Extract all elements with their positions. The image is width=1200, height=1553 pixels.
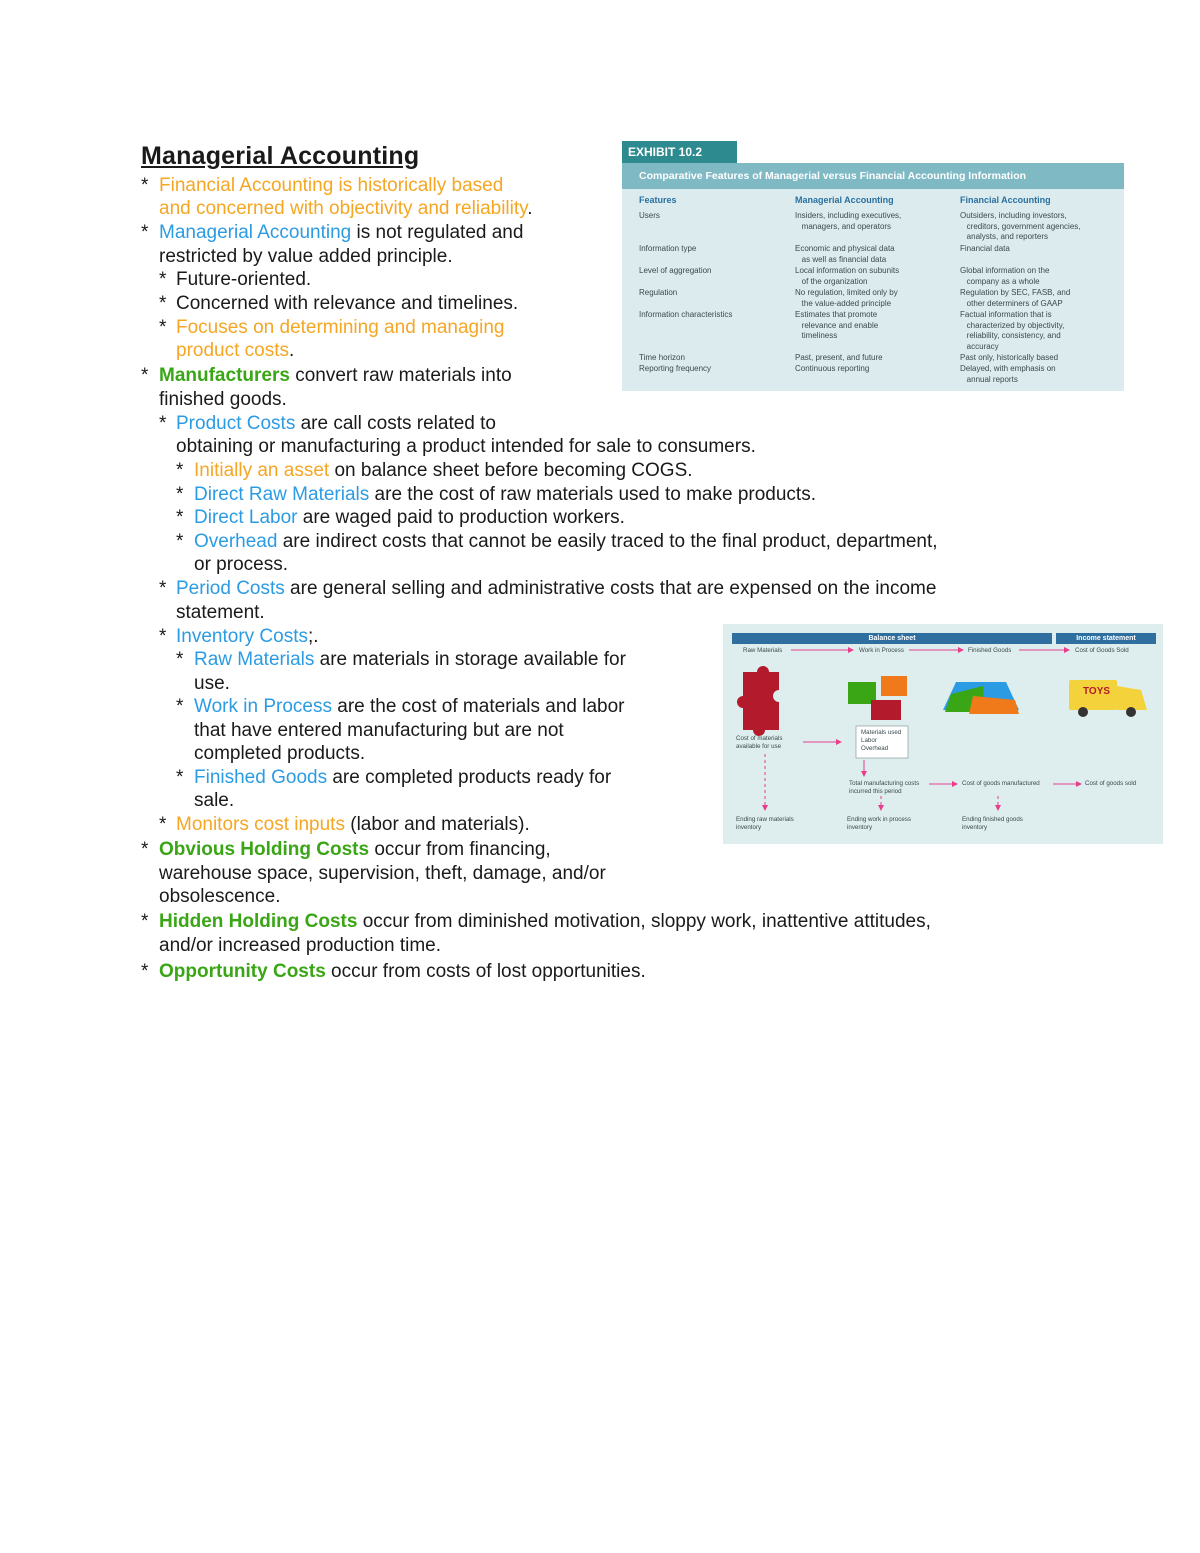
note-product-costs-cont: obtaining or manufacturing a product intended for sale to consumers. [176,436,756,457]
inventory-flow-diagram [723,624,1163,844]
exhibit-cell: Local information on subunits of the organization [795,266,900,286]
note-obvious-holding-cont: warehouse space, supervision, theft, damage, and/or [159,863,606,884]
bullet-star: * [159,317,167,338]
bullet-star: * [141,365,149,386]
exhibit-cell: Insiders, including executives, managers, and operators [795,211,902,231]
note-obvious-holding-cont2: obsolescence. [159,886,281,907]
note-work-in-process-cont2: completed products. [194,743,366,764]
bullet-star: * [159,413,167,434]
exhibit-cell: Users [639,211,660,220]
note-period-costs-cont: statement. [176,602,265,623]
bullet-star: * [176,507,184,528]
note-period-costs: Period Costs are general selling and administrative costs that are expensed on the income [176,578,937,599]
note-inventory-costs: Inventory Costs;. [176,626,319,647]
note-raw-materials-cont: use. [194,673,230,694]
note-opportunity-costs: Opportunity Costs occur from costs of lost opportunities. [159,961,646,982]
exhibit-tag: EXHIBIT 10.2 [622,141,737,163]
bullet-star: * [159,269,167,290]
bullet-star: * [176,531,184,552]
label-inputs: Materials used Labor Overhead [861,729,902,752]
label-end-raw: Ending raw materials inventory [736,816,794,831]
exhibit-cell: Level of aggregation [639,266,712,275]
puzzle-icon [737,666,779,736]
label-total-mfg: Total manufacturing costs incurred this period [849,780,920,795]
bullet-star: * [141,961,149,982]
exhibit-cell: Factual information that is characterized by objectivity, reliability, consistency, and accuracy [960,310,1065,352]
note-finished-goods-cont: sale. [194,790,235,811]
note-initially-asset: Initially an asset on balance sheet before becoming COGS. [194,460,693,481]
bullet-star: * [141,839,149,860]
label-raw-materials: Raw Materials [743,647,783,654]
label-cost-available: Cost of materials available for use [736,735,783,750]
note-overhead: Overhead are indirect costs that cannot be easily traced to the final product, department, [194,531,938,552]
exhibit-cell: Reporting frequency [639,364,712,373]
exhibit-cell: Continuous reporting [795,364,870,373]
bullet-star: * [159,626,167,647]
note-managerial-accounting-cont: restricted by value added principle. [159,246,453,267]
exhibit-cell: Past only, historically based [960,353,1059,362]
label-end-fg: Ending finished goods inventory [962,816,1023,831]
bullet-star: * [159,814,167,835]
note-relevance: Concerned with relevance and timelines. [176,293,519,314]
bullet-star: * [159,578,167,599]
page-title: Managerial Accounting [141,142,420,170]
balance-sheet-bar: Balance sheet [732,633,1052,644]
exhibit-body [622,189,1124,391]
note-product-costs-focus-cont: product costs. [176,340,295,361]
exhibit-cell: Time horizon [639,353,685,362]
exhibit-cell: Outsiders, including investors, creditors, government agencies, analysts, and reporters [960,211,1081,242]
exhibit-cell: Regulation [639,288,678,297]
note-direct-labor: Direct Labor are waged paid to production workers. [194,507,625,528]
note-manufacturers: Manufacturers convert raw materials into [159,365,512,386]
bullet-star: * [176,767,184,788]
bullet-star: * [176,649,184,670]
bullet-star: * [176,484,184,505]
exhibit-cell: Financial data [960,244,1010,253]
label-end-wip: Ending work in process inventory [847,816,911,831]
bullet-star: * [141,911,149,932]
note-future-oriented: Future-oriented. [176,269,312,290]
note-work-in-process-cont: that have entered manufacturing but are not [194,720,564,741]
label-work-in-process: Work in Process [859,647,904,654]
bullet-star: * [176,460,184,481]
exhibit-cell: Delayed, with emphasis on annual reports [960,364,1056,384]
exhibit-cell: Past, present, and future [795,353,883,362]
income-statement-bar: Income statement [1056,633,1156,644]
label-cogs: Cost of Goods Sold [1075,647,1129,654]
exhibit-cell: Regulation by SEC, FASB, and other determiners of GAAP [960,288,1071,308]
exhibit-heading: Comparative Features of Managerial versus Financial Accounting Information [622,163,1124,189]
note-managerial-accounting: Managerial Accounting is not regulated and [159,222,524,243]
bullet-star: * [141,175,149,196]
note-overhead-cont: or process. [194,554,288,575]
note-product-costs-focus: Focuses on determining and managing [176,317,505,338]
exhibit-cell: No regulation, limited only by the value-added principle [795,288,898,308]
label-cost-manufactured: Cost of goods manufactured [962,780,1040,787]
note-hidden-holding: Hidden Holding Costs occur from diminished motivation, sloppy work, inattentive attitudes, [159,911,931,932]
note-monitors-cost: Monitors cost inputs (labor and materials). [176,814,530,835]
note-raw-materials: Raw Materials are materials in storage available for [194,649,626,670]
bullet-star: * [159,293,167,314]
bullet-star: * [176,696,184,717]
note-obvious-holding: Obvious Holding Costs occur from financing, [159,839,551,860]
label-cost-sold: Cost of goods sold [1085,780,1137,787]
note-product-costs: Product Costs are call costs related to [176,413,496,434]
note-financial-accounting: Financial Accounting is historically based [159,175,504,196]
bullet-star: * [141,222,149,243]
note-work-in-process: Work in Process are the cost of materials and labor [194,696,625,717]
exhibit-col-managerial: Managerial Accounting [795,195,894,205]
exhibit-cell: Global information on the company as a whole [960,266,1050,286]
note-hidden-holding-cont: and/or increased production time. [159,935,441,956]
toys-sign: TOYS [1083,686,1111,697]
exhibit-table [622,141,1124,391]
note-direct-raw-materials: Direct Raw Materials are the cost of raw materials used to make products. [194,484,816,505]
note-financial-accounting-cont: and concerned with objectivity and reliability. [159,198,533,219]
exhibit-cell: Information type [639,244,697,253]
exhibit-col-features: Features [639,195,677,205]
note-manufacturers-cont: finished goods. [159,389,287,410]
exhibit-cell: Estimates that promote relevance and enable timeliness [795,310,879,341]
exhibit-cell: Economic and physical data as well as financial data [795,244,895,264]
note-finished-goods: Finished Goods are completed products ready for [194,767,612,788]
exhibit-col-financial: Financial Accounting [960,195,1051,205]
label-finished-goods: Finished Goods [968,647,1012,654]
flow-graphics [723,624,1163,844]
exhibit-cell: Information characteristics [639,310,733,319]
